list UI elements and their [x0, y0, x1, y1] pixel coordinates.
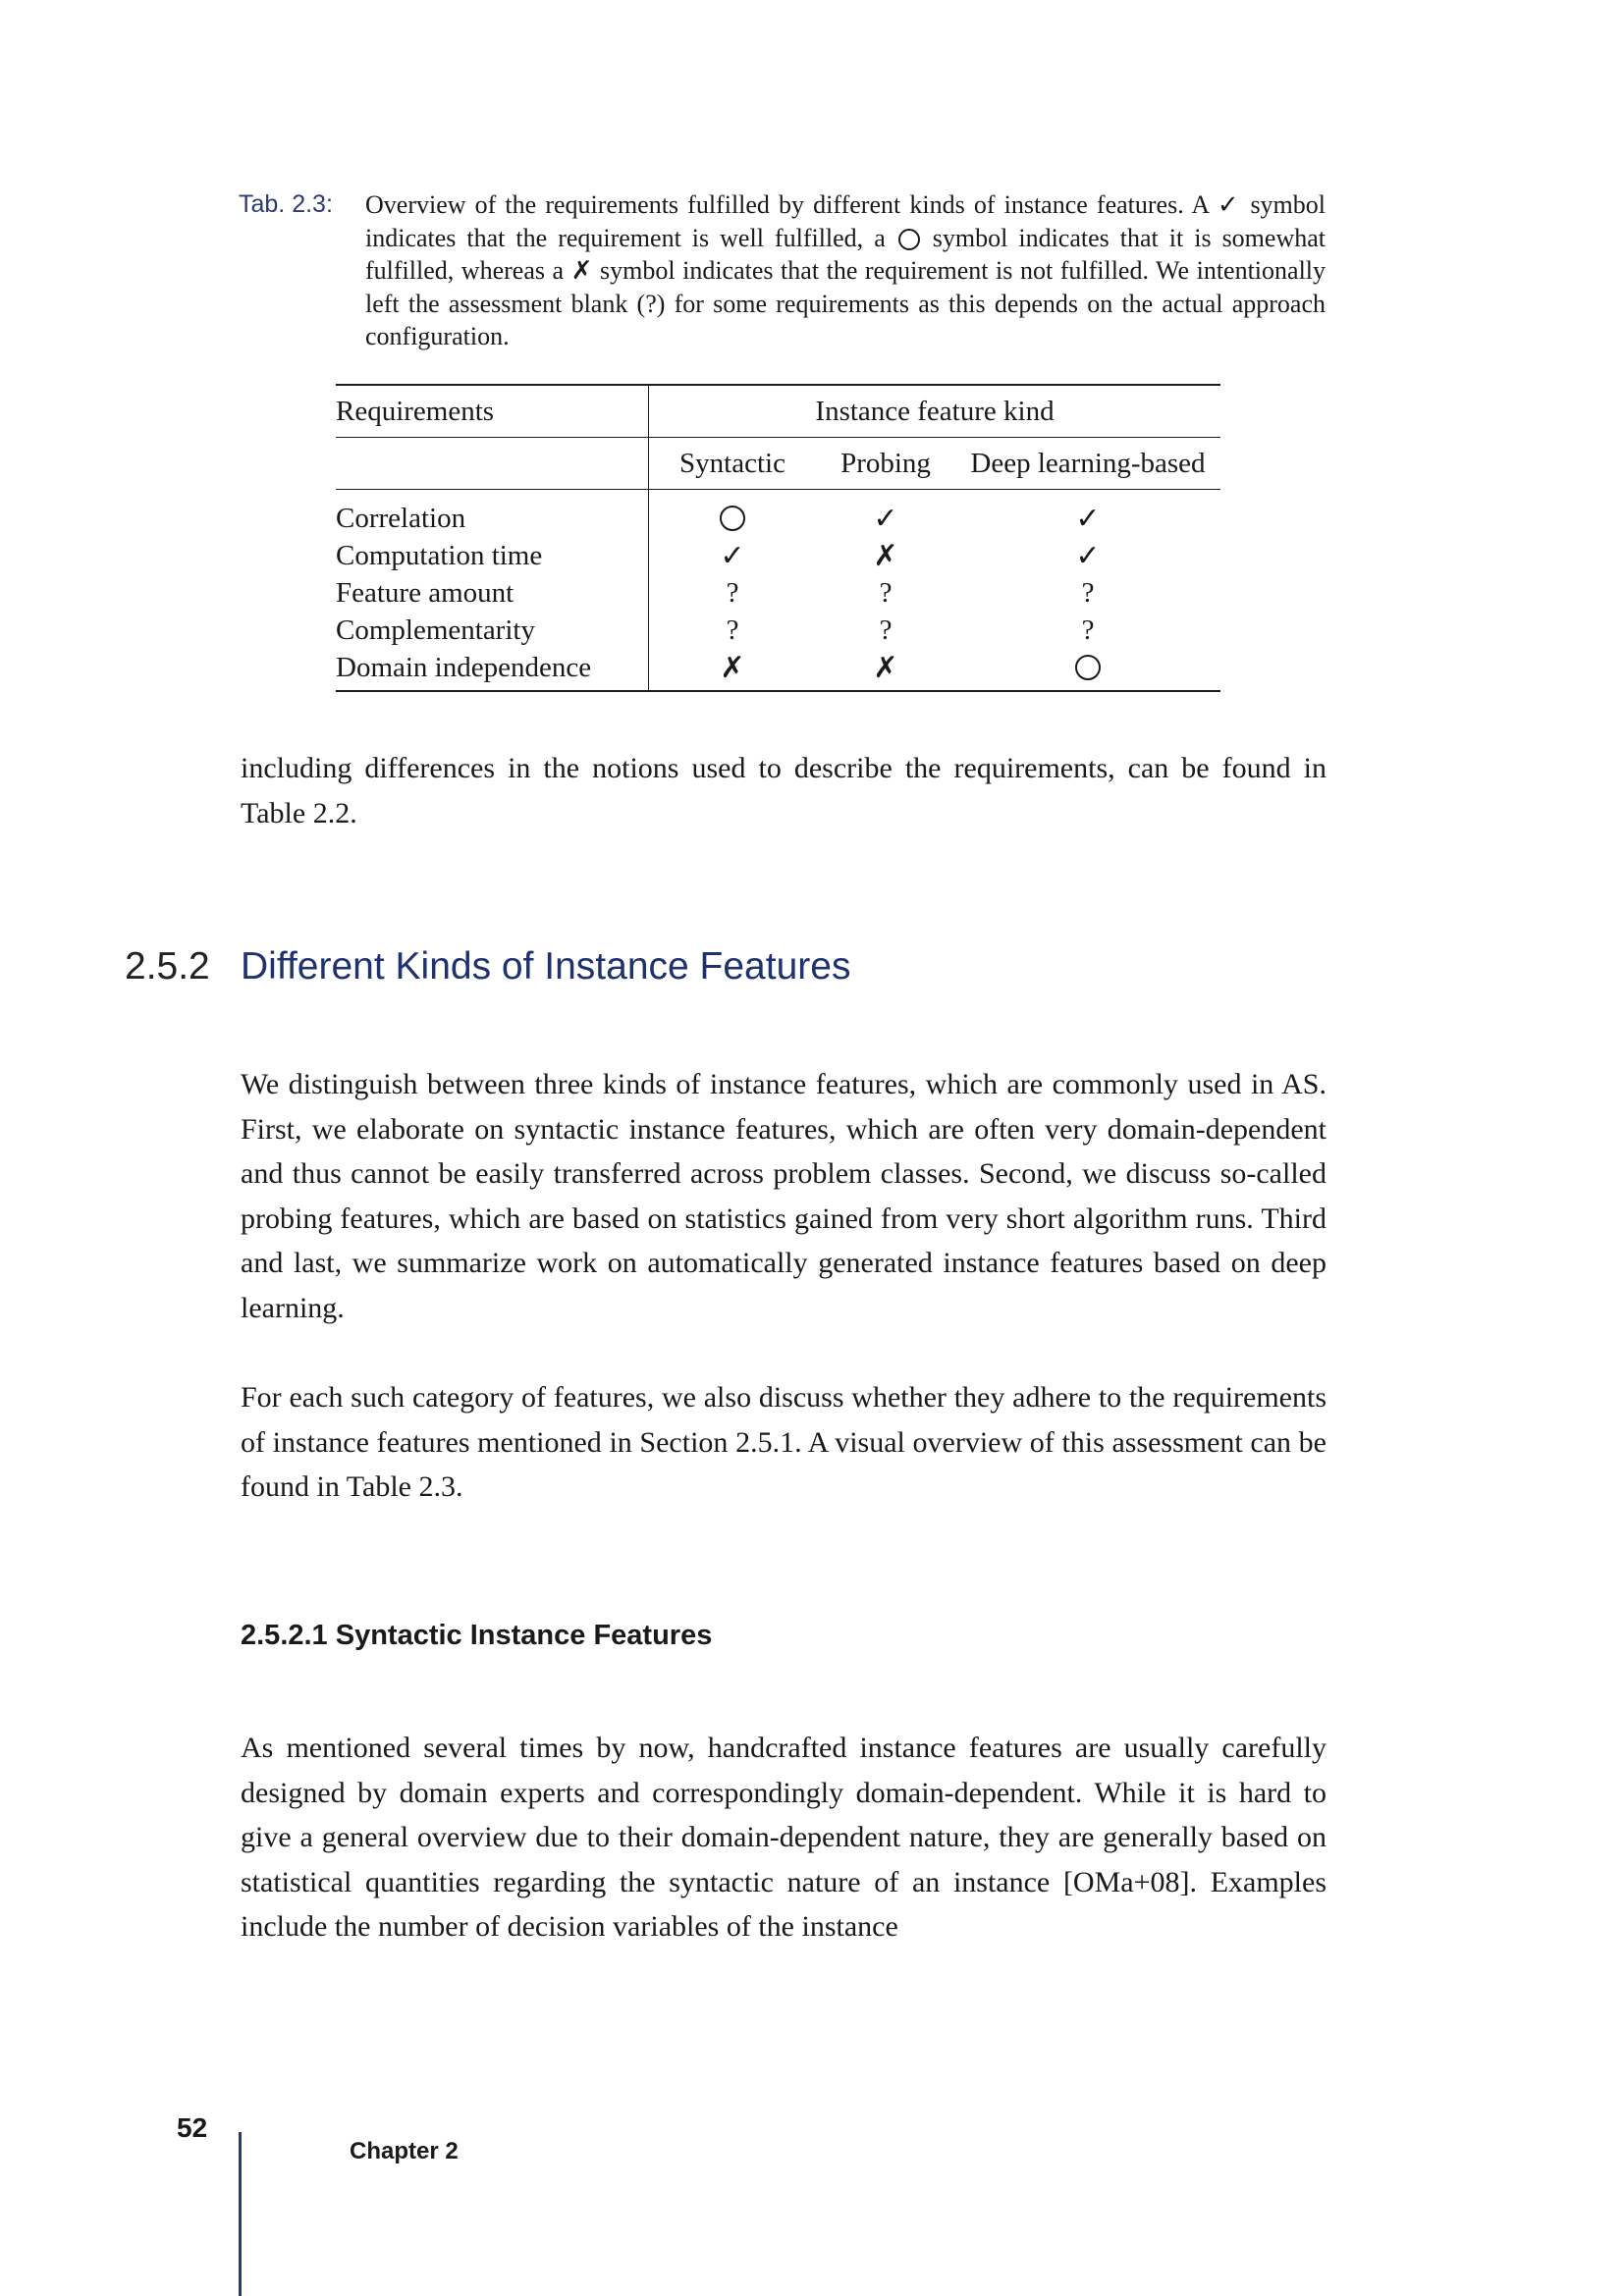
check-icon: ✓ [1075, 501, 1101, 536]
check-icon: ✓ [720, 538, 745, 573]
row-label: Complementarity [336, 612, 649, 649]
caption-label: Tab. 2.3: [239, 190, 333, 218]
table-cell: ? [1081, 576, 1095, 609]
section-title: Different Kinds of Instance Features [241, 945, 851, 988]
caption-part-4: symbol indicates that the requirement is not fulfilled. We intentionally left the assessment blank (?) for some requirements as this depends on the actual approach configuration. [365, 256, 1326, 350]
paragraph-syntactic: As mentioned several times by now, handcrafted instance features are usually carefully designed by domain experts and correspondingly domain-dependent. While it is hard to give a general overview due to their domain-dependent nature, they are generally based on statistical quantities regarding the syntactic nature of an instance [OMa+08]. Examples include the number of decision variables of the instance [241, 1732, 1326, 1943]
cross-icon: ✗ [873, 538, 898, 573]
row-label: Domain independence [336, 649, 649, 691]
circle-icon [1075, 655, 1101, 680]
table-row [336, 649, 1220, 691]
table-row [336, 574, 1220, 612]
subsection-title: 2.5.2.1 Syntactic Instance Features [241, 1620, 713, 1651]
paragraph-intro: including differences in the notions used to describe the requirements, can be found in Table 2.2. [241, 752, 1326, 829]
table-cell [955, 649, 1220, 691]
table-row [336, 537, 1220, 574]
paragraph-kinds: We distinguish between three kinds of instance features, which are commonly used in AS. First, we elaborate on syntactic instance features, which are often very domain-dependent and thus cannot be easily transferred across problem classes. Second, we discuss so-called probing features, which are based on statistics gained from very short algorithm runs. Third and last, we summarize work on automatically generated instance features based on deep learning. [241, 1068, 1326, 1324]
paragraph-category: For each such category of features, we also discuss whether they adhere to the requirements of instance features mentioned in Section 2.5.1. A visual overview of this assessment can be found in Table 2.3. [241, 1381, 1326, 1503]
chapter-label: Chapter 2 [350, 2138, 459, 2164]
table-cell: ? [726, 576, 739, 609]
section-number: 2.5.2 [125, 945, 210, 988]
caption-part-3: symbol indicates that it is somewhat fulfilled, whereas a [365, 224, 1326, 285]
caption-text [365, 188, 1326, 352]
header-instance-feature-kind: Instance feature kind [649, 385, 1221, 438]
header-requirements: Requirements [336, 385, 649, 438]
cross-icon: ✗ [649, 649, 817, 691]
footer-divider [239, 2132, 242, 2296]
caption-part-2: symbol indicates that the requirement is well fulfilled, a [365, 190, 1326, 252]
table-header-row [336, 385, 1220, 438]
cross-icon: ✗ [816, 649, 955, 691]
column-probing: Probing [816, 438, 955, 490]
table-cell: ? [879, 614, 893, 646]
table-caption [241, 188, 1326, 352]
cross-icon: ✗ [570, 256, 593, 286]
circle-icon [720, 506, 745, 531]
row-label: Correlation [336, 490, 649, 538]
page-number: 52 [177, 2112, 208, 2143]
table-subheader-row [336, 438, 1220, 490]
caption-part-1: Overview of the requirements fulfilled by different kinds of instance features. A [365, 190, 1209, 219]
requirements-table [336, 384, 1220, 692]
check-icon: ✓ [1217, 190, 1242, 220]
row-label: Computation time [336, 537, 649, 574]
table-cell [649, 490, 817, 538]
table-row [336, 612, 1220, 649]
header-empty-cell [336, 438, 649, 490]
table-cell: ? [726, 614, 739, 646]
row-label: Feature amount [336, 574, 649, 612]
check-icon: ✓ [1075, 538, 1101, 573]
table-cell: ? [879, 576, 893, 609]
check-icon: ✓ [873, 501, 898, 536]
circle-icon [898, 229, 920, 250]
table-cell: ? [1081, 614, 1095, 646]
table-row [336, 490, 1220, 538]
column-deep-learning: Deep learning-based [955, 438, 1220, 490]
column-syntactic: Syntactic [649, 438, 817, 490]
